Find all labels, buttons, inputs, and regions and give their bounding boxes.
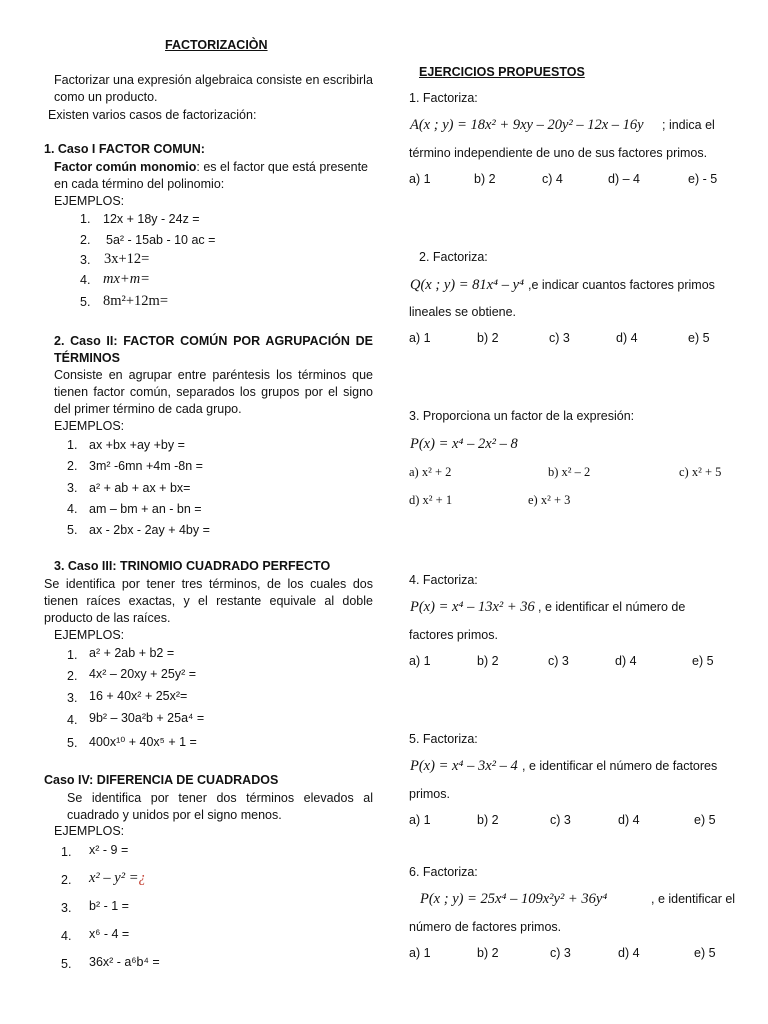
case2-item-2: 3m² -6mn +4m -8n = xyxy=(89,459,203,473)
ex2-option-c[interactable]: c) 3 xyxy=(549,331,570,345)
ex3-option-a[interactable]: a) x² + 2 xyxy=(409,465,452,479)
case3-heading: 3. Caso III: TRINOMIO CUADRADO PERFECTO xyxy=(54,559,331,573)
ex2-option-a[interactable]: a) 1 xyxy=(409,331,431,345)
ex2-option-e[interactable]: e) 5 xyxy=(688,331,710,345)
ex1-tail: ; indica el xyxy=(662,118,715,132)
ex3-option-c[interactable]: c) x² + 5 xyxy=(679,465,722,479)
ex3-option-e[interactable]: e) x² + 3 xyxy=(528,493,571,507)
ex1-option-a[interactable]: a) 1 xyxy=(409,172,431,186)
case2-description: Consiste en agrupar entre paréntesis los términos que tienen factor común, separados los grupos por el signo del primer término de cada grupo. xyxy=(54,368,373,416)
ex4-option-e[interactable]: e) 5 xyxy=(692,654,714,668)
ex2-expression: Q(x ; y) = 81x⁴ – y⁴ xyxy=(410,277,525,293)
list-item: 5. xyxy=(67,736,78,750)
ex6-label: 6. Factoriza: xyxy=(409,865,478,879)
ex4-option-b[interactable]: b) 2 xyxy=(477,654,499,668)
case2-item-5: ax - 2bx - 2ay + 4by = xyxy=(89,523,210,537)
ex4-continuation: factores primos. xyxy=(409,628,498,642)
case4-description: Se identifica por tener dos términos elevados al cuadrado y unidos por el signo menos. xyxy=(67,791,373,822)
list-item: 1. xyxy=(61,845,72,859)
list-item: 2. xyxy=(67,669,78,683)
ex4-option-c[interactable]: c) 3 xyxy=(548,654,569,668)
ex3-expression: P(x) = x⁴ – 2x² – 8 xyxy=(410,436,518,452)
ex5-continuation: primos. xyxy=(409,787,450,801)
ex1-expression: A(x ; y) = 18x² + 9xy – 20y² – 12x – 16y xyxy=(410,117,644,133)
case1-sub-rest: : es el factor que está presente en cada término del polinomio: xyxy=(54,160,369,191)
intro-paragraph: Factorizar una expresión algebraica consiste en escribirla como un producto. xyxy=(54,73,373,104)
list-item: 1. xyxy=(67,648,78,662)
ex3-option-b[interactable]: b) x² – 2 xyxy=(548,465,591,479)
list-item: 5. xyxy=(80,295,91,309)
list-item: 2. xyxy=(67,459,78,473)
ex2-label: 2. Factoriza: xyxy=(419,250,488,264)
ex2-option-d[interactable]: d) 4 xyxy=(616,331,638,345)
list-item: 1. xyxy=(80,212,91,226)
ex1-option-c[interactable]: c) 4 xyxy=(542,172,563,186)
list-item: 2. xyxy=(80,233,91,247)
intro-cases-line: Existen varios casos de factorización: xyxy=(48,108,257,122)
case3-item-2: 4x² – 20xy + 25y² = xyxy=(89,667,197,681)
ex2-continuation: lineales se obtiene. xyxy=(409,305,517,319)
ex1-continuation: término independiente de uno de sus factores primos. xyxy=(409,146,708,160)
ex6-option-d[interactable]: d) 4 xyxy=(618,946,640,960)
case1-item-5: 8m²+12m= xyxy=(103,293,169,309)
case4-heading: Caso IV: DIFERENCIA DE CUADRADOS xyxy=(44,773,279,787)
case4-item-2-expr: x² – y² = xyxy=(89,870,139,886)
case1-heading: 1. Caso I FACTOR COMUN: xyxy=(44,142,205,156)
list-item: 5. xyxy=(67,523,78,537)
ex2-option-b[interactable]: b) 2 xyxy=(477,331,499,345)
ex5-option-e[interactable]: e) 5 xyxy=(694,813,716,827)
case4-item-1: x² - 9 = xyxy=(89,843,129,857)
case2-item-4: am – bm + an - bn = xyxy=(89,502,202,516)
ex6-option-c[interactable]: c) 3 xyxy=(550,946,571,960)
case2-item-1: ax +bx +ay +by = xyxy=(89,438,185,452)
list-item: 4. xyxy=(67,502,78,516)
case1-item-4: mx+m= xyxy=(103,271,150,287)
case3-examples-label: EJEMPLOS: xyxy=(54,628,125,642)
case2-item-3: a² + ab + ax + bx= xyxy=(89,481,191,495)
ex4-option-a[interactable]: a) 1 xyxy=(409,654,431,668)
case1-item-3: 3x+12= xyxy=(104,251,150,267)
ex5-option-a[interactable]: a) 1 xyxy=(409,813,431,827)
list-item: 5. xyxy=(61,957,72,971)
ex1-label: 1. Factoriza: xyxy=(409,91,478,105)
case3-item-4: 9b² – 30a²b + 25a⁴ = xyxy=(89,711,205,725)
ex1-option-b[interactable]: b) 2 xyxy=(474,172,496,186)
ex5-label: 5. Factoriza: xyxy=(409,732,478,746)
case1-item-1: 12x + 18y - 24z = xyxy=(103,212,200,226)
case1-description xyxy=(54,159,374,193)
ex4-tail: , e identificar el número de xyxy=(538,600,686,614)
ex6-option-a[interactable]: a) 1 xyxy=(409,946,431,960)
list-item: 4. xyxy=(67,713,78,727)
case3-description: Se identifica por tener tres términos, de los cuales dos tienen raíces exactas, y el restante equivale al doble producto de las raíces. xyxy=(44,577,373,625)
list-item: 3. xyxy=(80,253,91,267)
case4-item-4: x⁶ - 4 = xyxy=(89,927,130,941)
ex3-label: 3. Proporciona un factor de la expresión: xyxy=(409,409,635,423)
list-item: 3. xyxy=(67,691,78,705)
list-item: 4. xyxy=(80,273,91,287)
list-item: 2. xyxy=(61,873,72,887)
case4-item-2-mark: ¿ xyxy=(138,870,146,886)
ex6-tail: , e identificar el xyxy=(651,892,736,906)
ex3-option-d[interactable]: d) x² + 1 xyxy=(409,493,453,507)
ex5-tail: , e identificar el número de factores xyxy=(522,759,718,773)
ex5-option-d[interactable]: d) 4 xyxy=(618,813,640,827)
ex6-option-e[interactable]: e) 5 xyxy=(694,946,716,960)
case1-examples-label: EJEMPLOS: xyxy=(54,194,125,208)
ex2-tail: ,e indicar cuantos factores primos xyxy=(528,278,715,292)
ex1-option-e[interactable]: e) - 5 xyxy=(688,172,718,186)
case2-heading: 2. Caso II: FACTOR COMÚN POR AGRUPACIÓN DE TÉRMINOS xyxy=(54,334,373,365)
case1-item-2: 5a² - 15ab - 10 ac = xyxy=(106,233,216,247)
ex6-expression: P(x ; y) = 25x⁴ – 109x²y² + 36y⁴ xyxy=(420,891,608,907)
ex6-option-b[interactable]: b) 2 xyxy=(477,946,499,960)
ex1-option-d[interactable]: d) – 4 xyxy=(608,172,640,186)
page-title: FACTORIZACIÒN xyxy=(165,38,268,52)
ex4-option-d[interactable]: d) 4 xyxy=(615,654,637,668)
ex4-expression: P(x) = x⁴ – 13x² + 36 xyxy=(410,599,535,615)
list-item: 3. xyxy=(61,901,72,915)
case4-item-5: 36x² - a⁶b⁴ = xyxy=(89,955,160,969)
case3-item-5: 400x¹⁰ + 40x⁵ + 1 = xyxy=(89,735,197,749)
case4-item-2 xyxy=(89,870,146,887)
case1-sub-bold: Factor común monomio xyxy=(54,160,197,174)
list-item: 3. xyxy=(67,481,78,495)
list-item: 1. xyxy=(67,438,78,452)
list-item: 4. xyxy=(61,929,72,943)
ex5-option-b[interactable]: b) 2 xyxy=(477,813,499,827)
ex5-option-c[interactable]: c) 3 xyxy=(550,813,571,827)
case3-item-3: 16 + 40x² + 25x²= xyxy=(89,689,188,703)
case4-examples-label: EJEMPLOS: xyxy=(54,824,125,838)
case4-item-3: b² - 1 = xyxy=(89,899,129,913)
ex4-label: 4. Factoriza: xyxy=(409,573,478,587)
exercises-title: EJERCICIOS PROPUESTOS xyxy=(419,65,585,79)
case3-item-1: a² + 2ab + b2 = xyxy=(89,646,175,660)
ex6-continuation: número de factores primos. xyxy=(409,920,562,934)
ex5-expression: P(x) = x⁴ – 3x² – 4 xyxy=(410,758,518,774)
case2-examples-label: EJEMPLOS: xyxy=(54,419,125,433)
